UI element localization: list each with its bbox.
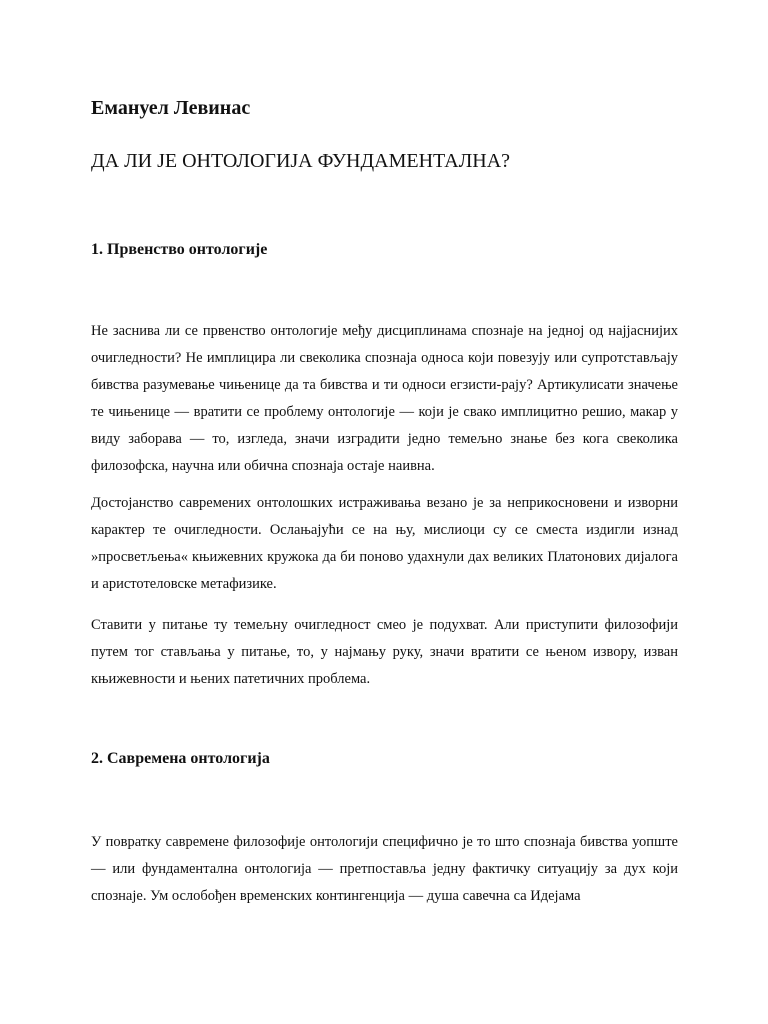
- paragraph: Не заснива ли се првенство онтологије међу дисциплинама спознаје на једној од најјаснијих очигледности? Не имплицира ли свеколика спознаја односа који повезују или супротстављају бивства разумевање чињенице да та бивства и ти односи егзисти-рају? Артикулисати значење те чињенице — вратити се проблему онтологије — који је свако имплицитно решио, макар у виду заборава — то, изгледа, значи изградити једно темељно знање без кога свеколика филозофска, научна или обична спознаја остаје наивна.: [91, 323, 678, 474]
- section-heading-2: 2. Савремена онтологија: [91, 750, 270, 767]
- author-name: Емануел Левинас: [91, 97, 251, 119]
- document-title: ДА ЛИ ЈЕ ОНТОЛОГИЈА ФУНДАМЕНТАЛНА?: [91, 150, 511, 172]
- paragraph: Ставити у питање ту темељну очигледност смео је подухват. Али приступити филозофији путем тог стављања у питање, то, у најмању руку, значи вратити се њеном извору, изван књижевности и њених патетичних проблема.: [91, 617, 678, 687]
- paragraph: Достојанство савремених онтолошких истраживања везано је за неприкосновени и изворни карактер те очигледности. Ослањајући се на њу, мислиоци су се сместа издигли изнад »просветљења« књижевних кружока да би поново удахнули дах великих Платонових дијалога и аристотеловске метафизике.: [91, 495, 678, 592]
- section-heading-1: 1. Првенство онтологије: [91, 241, 268, 258]
- paragraph: У повратку савремене филозофије онтологији специфично је то што спознаја бивства уопште — или фундаментална онтологија — претпоставља једну фактичку ситуацију за дух који спознаје. Ум ослобођен временских контингенција — душа савечна са Идејама: [91, 834, 678, 904]
